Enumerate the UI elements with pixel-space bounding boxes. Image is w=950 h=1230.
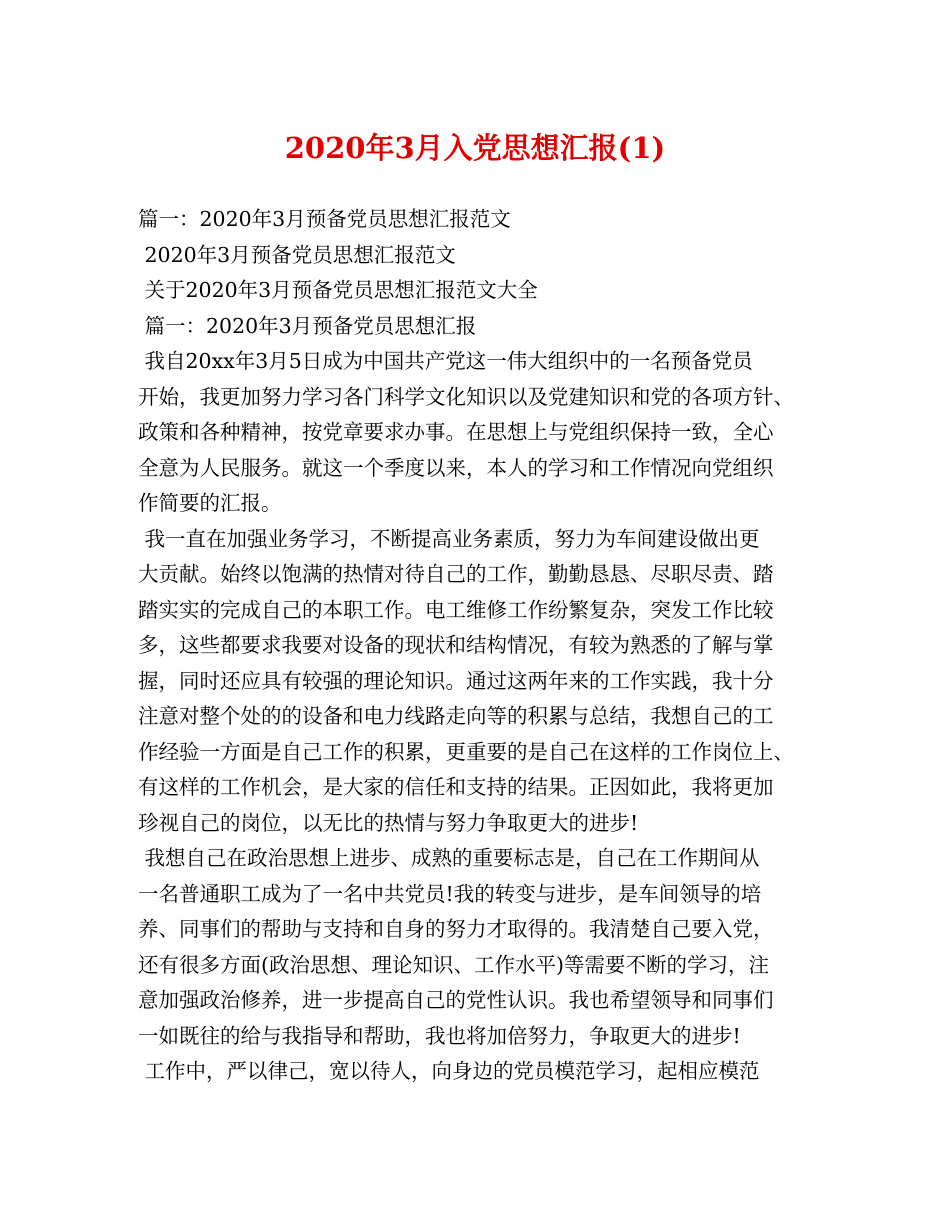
text-line: 还有很多方面(政治思想、理论知识、工作水平)等需要不断的学习，注 — [138, 952, 769, 977]
text-line: 有这样的工作机会，是大家的信任和支持的结果。正因如此，我将更加 — [138, 775, 774, 799]
text-line: 开始，我更加努力学习各门科学文化知识以及党建知识和党的各项方针、 — [138, 384, 794, 409]
document-body — [138, 202, 828, 1090]
document-title: 2020年3月入党思想汇报(1) — [284, 131, 666, 165]
text-line: 意加强政治修养，进一步提高自己的党性认识。我也希望领导和同事们 — [138, 988, 774, 1012]
text-line: 我自20xx年3月5日成为中国共产党这一伟大组织中的一名预备党员 — [138, 349, 753, 373]
text-line: 握，同时还应具有较强的理论知识。通过这两年来的工作实践，我十分 — [138, 668, 774, 693]
text-line: 一如既往的给与我指导和帮助，我也将加倍努力，争取更大的进步! — [138, 1023, 741, 1048]
text-line: 作经验一方面是自己工作的积累，更重要的是自己在这样的工作岗位上、 — [138, 739, 794, 764]
text-line: 多，这些都要求我要对设备的现状和结构情况，有较为熟悉的了解与掌 — [138, 633, 774, 657]
text-line: 政策和各种精神，按党章要求办事。在思想上与党组织保持一致，全心 — [138, 420, 774, 444]
text-line: 我想自己在政治思想上进步、成熟的重要标志是，自己在工作期间从 — [138, 846, 760, 870]
text-line: 关于2020年3月预备党员思想汇报范文大全 — [138, 278, 538, 302]
text-line: 作简要的汇报。 — [138, 491, 282, 515]
text-line: 我一直在加强业务学习，不断提高业务素质，努力为车间建设做出更 — [138, 526, 760, 551]
text-line: 养、同事们的帮助与支持和自身的努力才取得的。我清楚自己要入党， — [138, 917, 774, 941]
text-line: 2020年3月预备党员思想汇报范文 — [138, 242, 456, 267]
text-line: 篇一：2020年3月预备党员思想汇报 — [138, 313, 477, 338]
text-line: 全意为人民服务。就这一个季度以来，本人的学习和工作情况向党组织 — [138, 455, 774, 480]
text-line: 珍视自己的岗位，以无比的热情与努力争取更大的进步! — [138, 810, 639, 835]
text-line: 大贡献。始终以饱满的热情对待自己的工作，勤勤恳恳、尽职尽责、踏 — [138, 562, 774, 586]
text-line: 踏实实的完成自己的本职工作。电工维修工作纷繁复杂，突发工作比较 — [138, 597, 774, 622]
text-line: 工作中，严以律己，宽以待人，向身边的党员模范学习，起相应模范 — [138, 1059, 760, 1083]
text-line: 篇一：2020年3月预备党员思想汇报范文 — [138, 207, 511, 231]
text-line: 一名普通职工成为了一名中共党员!我的转变与进步，是车间领导的培 — [138, 881, 762, 906]
text-line: 注意对整个处的的设备和电力线路走向等的积累与总结，我想自己的工 — [138, 704, 774, 728]
